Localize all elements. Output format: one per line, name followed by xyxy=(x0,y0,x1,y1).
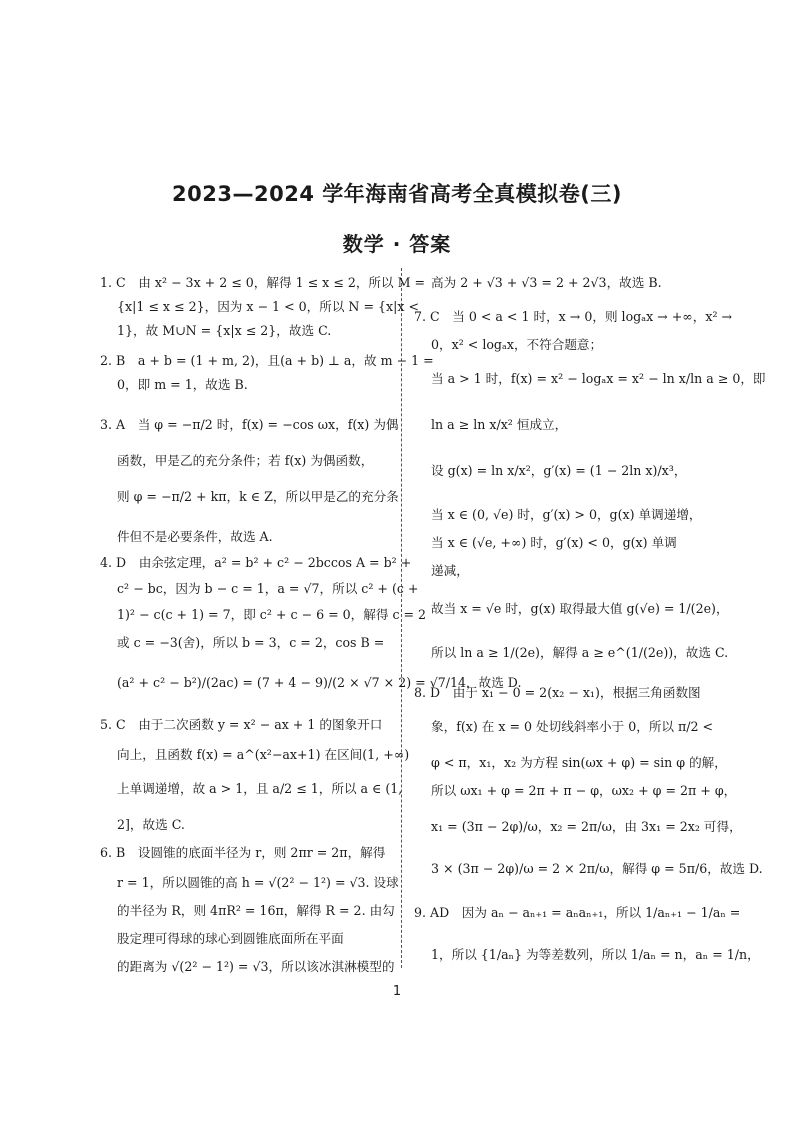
text-line: {x|1 ≤ x ≤ 2}，因为 x − 1 < 0，所以 N = {x|x < xyxy=(117,299,420,314)
text-line: 1)² − c(c + 1) = 7，即 c² + c − 6 = 0，解得 c = 2 xyxy=(117,607,427,622)
text-line: 函数，甲是乙的充分条件；若 f(x) 为偶函数， xyxy=(117,453,374,468)
page-title: 2023—2024 学年海南省高考全真模拟卷(三) xyxy=(172,182,622,206)
text-line: 2]，故选 C. xyxy=(117,817,185,832)
text-line: 故当 x = √e 时，g(x) 取得最大值 g(√e) = 1/(2e)， xyxy=(431,601,729,616)
text-line: 7. C 当 0 < a < 1 时，x → 0，则 logₐx → +∞，x² → xyxy=(414,309,733,324)
page-subtitle: 数学 · 答案 xyxy=(342,232,452,256)
text-line: 3 × (3π − 2φ)/ω = 2 × 2π/ω，解得 φ = 5π/6，故选 D. xyxy=(431,861,763,876)
text-line: 0，x² < logₐx，不符合题意； xyxy=(431,337,603,352)
text-line: 递减， xyxy=(431,563,469,578)
text-line: 当 x ∈ (0, √e) 时，g′(x) > 0，g(x) 单调递增， xyxy=(431,507,702,522)
text-line: 当 a > 1 时，f(x) = x² − logₐx = x² − ln x/ln a ≥ 0，即 xyxy=(431,371,766,386)
text-line: (a² + c² − b²)/(2ac) = (7 + 4 − 9)/(2 × √7 × 2) = √7/14，故选 D. xyxy=(117,675,522,690)
text-line: φ < π，x₁，x₂ 为方程 sin(ωx + φ) = sin φ 的解， xyxy=(431,755,727,770)
text-line: 的距离为 √(2² − 1²) = √3，所以该冰淇淋模型的 xyxy=(117,959,395,974)
text-line: 所以 ln a ≥ 1/(2e)，解得 a ≥ e^(1/(2e))，故选 C. xyxy=(431,645,729,660)
text-line: 9. AD 因为 aₙ − aₙ₊₁ = aₙaₙ₊₁，所以 1/aₙ₊₁ − 1/aₙ = xyxy=(414,905,741,920)
text-line: 4. D 由余弦定理，a² = b² + c² − 2bccos A = b² + xyxy=(100,555,412,570)
text-line: 高为 2 + √3 + √3 = 2 + 2√3，故选 B. xyxy=(431,275,662,290)
text-line: 件但不是必要条件，故选 A. xyxy=(117,529,273,544)
text-line: c² − bc，因为 b − c = 1，a = √7，所以 c² + (c + xyxy=(117,581,419,596)
text-line: 0，即 m = 1，故选 B. xyxy=(117,377,248,392)
text-line: 向上，且函数 f(x) = a^(x²−ax+1) 在区间(1, +∞) xyxy=(117,747,410,762)
text-line: r = 1，所以圆锥的高 h = √(2² − 1²) = √3. 设球 xyxy=(117,875,399,890)
text-line: 8. D 由于 x₁ − 0 = 2(x₂ − x₁)，根据三角函数图 xyxy=(414,685,701,700)
text-line: 1，所以 {1/aₙ} 为等差数列，所以 1/aₙ = n，aₙ = 1/n， xyxy=(431,947,760,962)
text-line: 则 φ = −π/2 + kπ，k ∈ Z，所以甲是乙的充分条 xyxy=(117,489,399,504)
text-line: 股定理可得球的球心到圆锥底面所在平面 xyxy=(117,931,344,946)
text-line: 设 g(x) = ln x/x²，g′(x) = (1 − 2ln x)/x³， xyxy=(431,463,687,478)
page-number: 1 xyxy=(392,984,402,999)
text-line: 1. C 由 x² − 3x + 2 ≤ 0，解得 1 ≤ x ≤ 2，所以 M = xyxy=(100,275,426,290)
text-line: x₁ = (3π − 2φ)/ω，x₂ = 2π/ω，由 3x₁ = 2x₂ 可得， xyxy=(431,819,742,834)
text-line: 1}，故 M∪N = {x|x ≤ 2}，故选 C. xyxy=(117,323,332,338)
text-line: 所以 ωx₁ + φ = 2π + π − φ，ωx₂ + φ = 2π + φ， xyxy=(431,783,737,798)
text-line: 的半径为 R，则 4πR² = 16π，解得 R = 2. 由勾 xyxy=(117,903,395,918)
text-line: 或 c = −3(舍)，所以 b = 3，c = 2，cos B = xyxy=(117,635,385,650)
text-line: 上单调递增，故 a > 1，且 a/2 ≤ 1，所以 a ∈ (1, xyxy=(117,781,403,796)
text-line: 2. B a + b = (1 + m, 2)，且(a + b) ⊥ a，故 m − 1 = xyxy=(100,353,434,368)
text-line: ln a ≥ ln x/x² 恒成立， xyxy=(431,417,568,432)
text-line: 3. A 当 φ = −π/2 时，f(x) = −cos ωx，f(x) 为偶 xyxy=(100,417,399,432)
text-line: 5. C 由于二次函数 y = x² − ax + 1 的图象开口 xyxy=(100,717,383,732)
text-line: 6. B 设圆锥的底面半径为 r，则 2πr = 2π，解得 xyxy=(100,845,386,860)
text-line: 当 x ∈ (√e, +∞) 时，g′(x) < 0，g(x) 单调 xyxy=(431,535,677,550)
text-line: 象，f(x) 在 x = 0 处切线斜率小于 0，所以 π/2 < xyxy=(431,719,714,734)
